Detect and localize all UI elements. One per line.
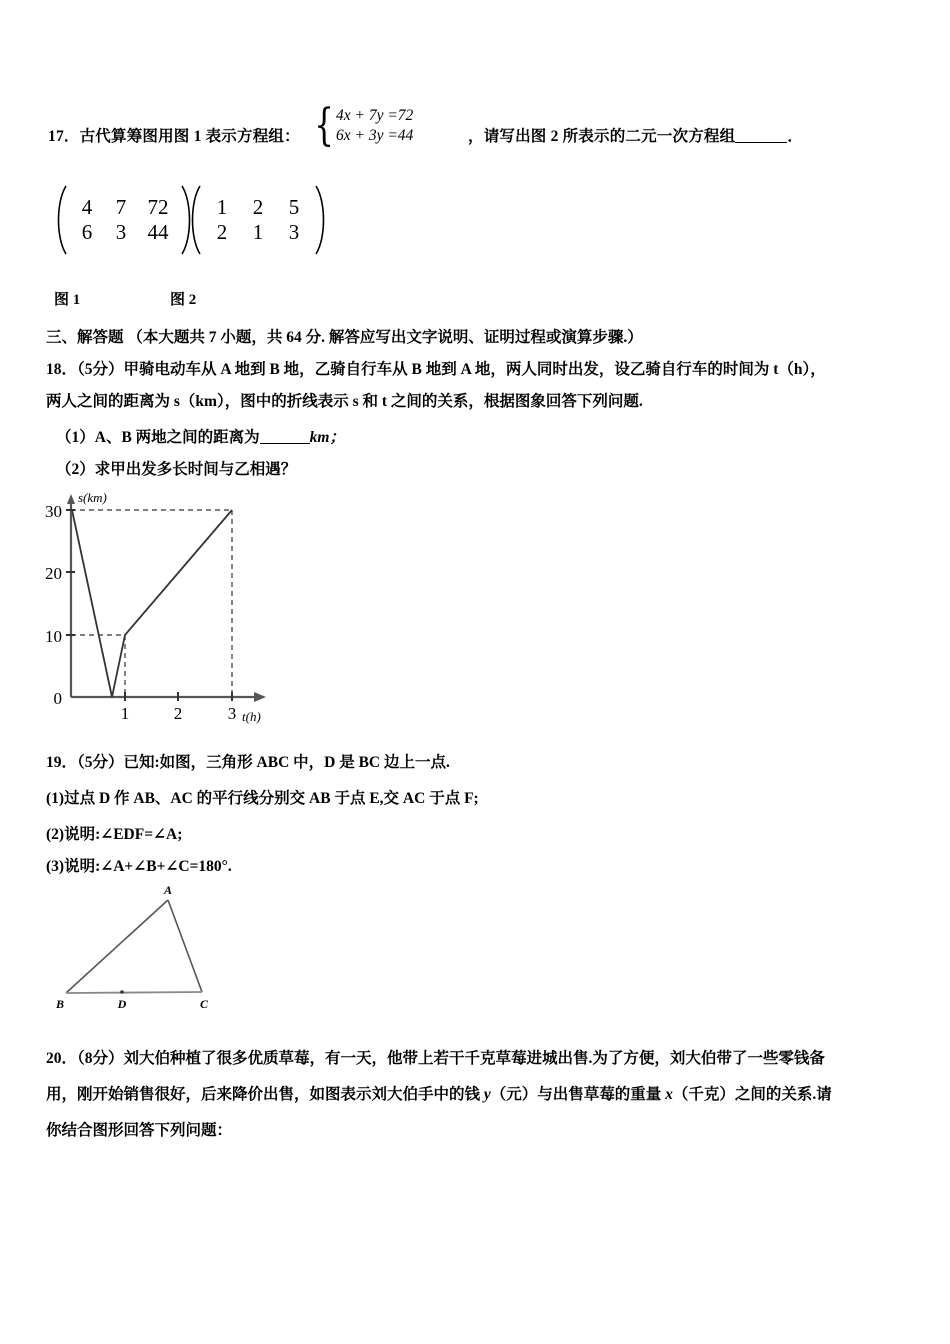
left-paren-icon xyxy=(52,184,68,256)
x-axis-label: t(h) xyxy=(242,709,261,724)
answer-blank[interactable] xyxy=(260,430,310,444)
matrix-row xyxy=(204,195,312,220)
question-19-line-1: 19．（5分）已知:如图，三角形 ABC 中，D 是 BC 边上一点. xyxy=(46,754,450,771)
matrix-figure-2 xyxy=(186,184,330,256)
question-18-sub-1 xyxy=(56,425,345,447)
data-polyline xyxy=(72,510,232,697)
x-axis-arrow-icon xyxy=(254,692,266,702)
matrix-cell: 72 xyxy=(147,195,169,219)
y-tick-label-20: 20 xyxy=(45,564,62,583)
matrix-cell: 1 xyxy=(252,220,264,244)
question-20-line-2-b: （元）与出售草莓的重量 xyxy=(490,1086,666,1103)
question-19-line-2: (1)过点 D 作 AB、AC 的平行线分别交 AB 于点 E,交 AC 于点 F; xyxy=(46,790,479,807)
question-17-number: 17． xyxy=(48,128,80,145)
right-paren-icon xyxy=(314,184,330,256)
vertex-label-C: C xyxy=(199,997,209,1011)
matrix-cell: 2 xyxy=(252,195,264,219)
y-tick-label-0: 0 xyxy=(53,689,62,708)
figure-caption-2: 图 2 xyxy=(170,292,197,308)
question-19-line-4: (3)说明:∠A+∠B+∠C=180°. xyxy=(46,858,232,875)
vertex-label-B: B xyxy=(55,997,65,1011)
question-17-equation-system xyxy=(310,100,414,151)
matrix-cell: 2 xyxy=(216,220,228,244)
y-tick-label-10: 10 xyxy=(45,627,62,646)
question-20-line-3: 你结合图形回答下列问题： xyxy=(46,1122,233,1139)
section-3-heading: 三、解答题 （本大题共 7 小题，共 64 分. 解答应写出文字说明、证明过程或演算步骤.） xyxy=(46,329,643,346)
answer-blank[interactable] xyxy=(735,128,787,143)
vertex-label-A: A xyxy=(163,883,173,897)
question-18-graph xyxy=(44,486,294,726)
x-tick-label-1: 1 xyxy=(120,704,130,723)
matrix-figure-1 xyxy=(52,184,196,256)
y-axis-arrow-icon xyxy=(67,494,75,504)
left-paren-icon xyxy=(186,184,202,256)
matrix-cell: 44 xyxy=(147,220,169,244)
matrix-cell: 4 xyxy=(81,195,93,219)
question-18-line-2: 两人之间的距离为 s（km），图中的折线表示 s 和 t 之间的关系，根据图象回答下列问题. xyxy=(46,393,643,410)
question-18-line-1: 18．（5分）甲骑电动车从 A 地到 B 地，乙骑自行车从 B 地到 A 地，两人同时出发，设乙骑自行车的时间为 t（h）， xyxy=(46,361,826,378)
question-18-sub-1-suffix: km； xyxy=(309,429,345,446)
question-17-text-before: 古代算筹图用图 1 表示方程组： xyxy=(79,128,300,145)
y-tick-label-30: 30 xyxy=(45,502,62,521)
question-17-text-after-wrap xyxy=(468,125,803,148)
side-AC xyxy=(168,900,202,992)
question-18-sub-1-prefix: （1）A、B 两地之间的距离为 xyxy=(56,429,260,446)
matrix-row xyxy=(204,220,312,245)
question-20-line-2 xyxy=(46,1082,832,1104)
matrix-cell: 1 xyxy=(216,195,228,219)
question-17-text-after: ，请写出图 2 所表示的二元一次方程组 xyxy=(468,128,736,145)
side-BC xyxy=(66,992,202,993)
question-18-sub-2: （2）求甲出发多长时间与乙相遇？ xyxy=(56,461,297,478)
equation-line-2: 6x + 3y =44 xyxy=(336,127,414,144)
x-tick-label-2: 2 xyxy=(173,704,183,723)
variable-y: y xyxy=(483,1086,491,1103)
matrix-cell: 7 xyxy=(115,195,127,219)
brace-icon: { xyxy=(314,100,334,151)
vertex-label-D: D xyxy=(117,997,127,1011)
matrix-row xyxy=(70,195,178,220)
figure-caption-1: 图 1 xyxy=(54,292,81,308)
matrix-cell: 5 xyxy=(288,195,300,219)
matrix-cell: 3 xyxy=(115,220,127,244)
matrix-row xyxy=(70,220,178,245)
side-AB xyxy=(66,900,168,993)
question-20-line-2-c: （千克）之间的关系.请 xyxy=(672,1086,832,1103)
matrix-1-body xyxy=(68,184,180,256)
matrix-cell: 6 xyxy=(81,220,93,244)
question-17-trailing: ． xyxy=(787,128,804,145)
question-19-triangle-figure xyxy=(44,876,284,1011)
matrix-cell: 3 xyxy=(288,220,300,244)
question-19-line-3: (2)说明:∠EDF=∠A; xyxy=(46,826,183,843)
point-D-marker xyxy=(120,990,124,994)
question-20-line-1: 20．（8分）刘大伯种植了很多优质草莓，有一天，他带上若干千克草莓进城出售.为了方便，刘大伯带了一些零钱备 xyxy=(46,1050,825,1067)
matrix-2-body xyxy=(202,184,314,256)
question-17-text xyxy=(48,125,300,148)
variable-x: x xyxy=(665,1086,673,1103)
equation-line-1: 4x + 7y =72 xyxy=(336,107,414,124)
x-tick-label-3: 3 xyxy=(227,704,237,723)
question-20-line-2-a: 用，刚开始销售很好，后来降价出售，如图表示刘大伯手中的钱 xyxy=(46,1086,484,1103)
y-axis-label: s(km) xyxy=(78,490,107,505)
